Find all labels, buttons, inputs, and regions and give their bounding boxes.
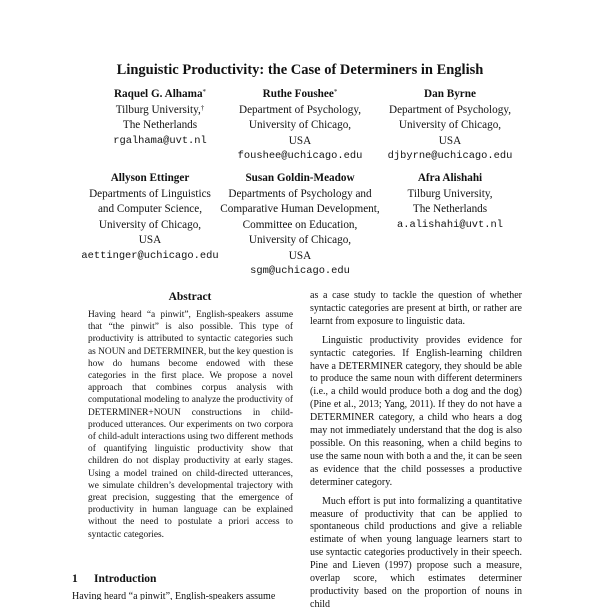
section-title: Introduction	[94, 573, 157, 585]
author-name: Susan Goldin-Meadow	[245, 172, 355, 184]
abstract-text: Having heard “a pinwit”, English-speakers assume that “the pinwit” is also possible. This type of productivity is attributed to syntactic categories such as NOUN and DETERMINER, but the key question is how do humans become endowed with these categories in the first place. We propose a novel approach that combines corpus analysis with computational modeling to analyze the productivity of DETERMINER+NOUN constructions in child-produced utterances. Our experiments on two corpora of child-adult interactions using two different methods of quantifying linguistic productivity show that children do not display productivity at early stages. Using a model trained on child-directed utterances, we simulate children’s developmental trajectory with great precision, suggesting that the emergence of productivity in human language can be explained without the need to postulate a priori access to syntactic categories.	[88, 310, 293, 540]
paragraph: Much effort is put into formalizing a quantitative measure of productivity that can be applied to spontaneous child productions and give a reliable estimate of when young language learners start to use syntactic categories productively in their speech. Pine and Lieven (1997) propose such a measure, overlap score, which estimates determiner productivity based on the proportion of nouns in child	[310, 495, 522, 610]
author-affiliation: USA	[438, 134, 462, 147]
abstract-heading: Abstract	[168, 291, 212, 303]
abstract-body	[88, 309, 293, 541]
author-affiliation: Departments of Linguistics	[89, 187, 211, 200]
author-affiliation: Department of Psychology,	[388, 103, 511, 116]
author-affiliation: Tilburg University,	[407, 187, 493, 200]
author-affiliation: USA	[138, 234, 162, 246]
paper-title: Linguistic Productivity: the Case of Determiners in English	[116, 62, 484, 78]
section-heading	[72, 573, 156, 585]
author-email: a.alishahi@uvt.nl	[396, 218, 503, 231]
affiliation-mark: †	[200, 103, 205, 112]
author-block	[205, 171, 395, 280]
author-affiliation: University of Chicago,	[248, 119, 352, 131]
intro-first-line: Having heard “a pinwit”, English-speakers assume	[72, 591, 276, 600]
author-email: rgalhama@uvt.nl	[113, 134, 207, 147]
author-affiliation: USA	[288, 134, 312, 147]
author-mark: *	[202, 88, 207, 96]
author-affiliation: The Netherlands	[412, 203, 488, 215]
author-affiliation: Committee on Education,	[242, 218, 358, 231]
author-email: djbyrne@uchicago.edu	[387, 150, 513, 162]
author-name: Afra Alishahi	[417, 172, 483, 184]
right-column	[310, 290, 522, 612]
author-affiliation: Departments of Psychology and	[228, 187, 372, 200]
author-name: Dan Byrne	[424, 88, 476, 100]
author-affiliation: Department of Psychology,	[238, 103, 361, 116]
section-number: 1	[72, 573, 78, 585]
author-name: Allyson Ettinger	[110, 172, 190, 184]
author-email: aettinger@uchicago.edu	[81, 249, 219, 262]
author-name: Raquel G. Alhama	[113, 88, 203, 100]
author-affiliation: Comparative Human Development,	[220, 203, 380, 215]
author-affiliation: USA	[288, 249, 312, 262]
author-block	[215, 87, 385, 165]
author-affiliation: University of Chicago,	[248, 234, 352, 246]
author-affiliation: Tilburg University,	[115, 103, 201, 116]
author-affiliation: University of Chicago,	[98, 218, 202, 231]
paragraph: Linguistic productivity provides evidence for syntactic categories. If English-learning children have a DETERMINER category, they should be able to produce the same noun with different determiners (i.e., a child would produce both a dog and the dog) (Pine et al., 2013; Yang, 2011). If they do not have a DETERMINER category, a child who hears a dog may not immediately understand that the dog is also possible. On this reasoning, when a child begins to use the same noun with both a and the, it can be seen as evidence that the child possesses a productive determiner category.	[310, 334, 522, 488]
author-affiliation: University of Chicago,	[398, 119, 502, 131]
author-email: foushee@uchicago.edu	[237, 150, 363, 162]
paragraph: as a case study to tackle the question of whether syntactic categories are present at birth, or rather are learnt from exposure to linguistic data.	[310, 290, 522, 327]
author-block	[370, 87, 530, 165]
author-mark: *	[333, 88, 338, 96]
author-email: sgm@uchicago.edu	[250, 265, 350, 277]
author-name: Ruthe Foushee	[262, 88, 334, 100]
author-affiliation: and Computer Science,	[97, 203, 203, 215]
author-affiliation: The Netherlands	[122, 119, 198, 131]
author-block	[370, 171, 530, 233]
